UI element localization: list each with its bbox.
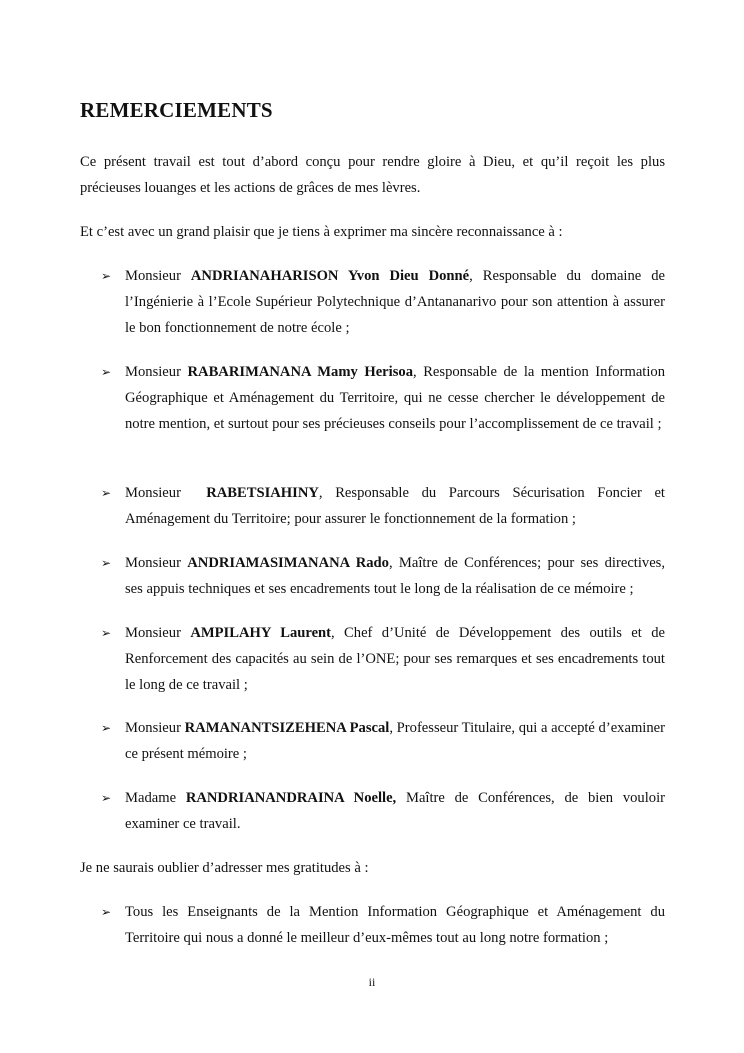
list-item: ➢ Monsieur ANDRIANAHARISON Yvon Dieu Donné, Responsable du domaine de l’Ingénierie à l’Ecole Supérieur Polytechnique d’Antananarivo pour son attention à assurer le bon fonctionnement de notre école ; (125, 263, 665, 341)
person-name: ANDRIAMASIMANANA Rado (187, 555, 389, 571)
person-name: RABETSIAHINY (206, 485, 319, 501)
list-item: ➢ Monsieur RABETSIAHINY, Responsable du Parcours Sécurisation Foncier et Aménagement du Territoire; pour assurer le fonctionnement de la formation ; (125, 480, 665, 532)
arrowhead-bullet-icon: ➢ (101, 626, 112, 640)
arrowhead-bullet-icon: ➢ (101, 486, 112, 500)
list-item: ➢ Monsieur ANDRIAMASIMANANA Rado, Maître de Conférences; pour ses directives, ses appuis techniques et ses encadrements tout le long de la réalisation de ce mémoire ; (125, 550, 665, 602)
person-name: RAMANANTSIZEHENA Pascal (184, 720, 390, 736)
arrowhead-bullet-icon: ➢ (101, 905, 112, 919)
list-item: ➢ Tous les Enseignants de la Mention Information Géographique et Aménagement du Territoire qui nous a donné le meilleur d’eux-mêmes tout au long notre formation ; (125, 899, 665, 951)
arrowhead-bullet-icon: ➢ (101, 791, 112, 805)
list-item: ➢ Monsieur RAMANANTSIZEHENA Pascal, Professeur Titulaire, qui a accepté d’examiner ce présent mémoire ; (125, 715, 665, 767)
arrowhead-bullet-icon: ➢ (101, 556, 112, 570)
arrowhead-bullet-icon: ➢ (101, 721, 112, 735)
intro-paragraph: Ce présent travail est tout d’abord conçu pour rendre gloire à Dieu, et qu’il reçoit les plus précieuses louanges et les actions de grâces de mes lèvres. (80, 154, 665, 196)
arrowhead-bullet-icon: ➢ (101, 365, 112, 379)
page-title: REMERCIEMENTS (80, 98, 273, 122)
list-item: ➢ Monsieur AMPILAHY Laurent, Chef d’Unité de Développement des outils et de Renforcement des capacités au sein de l’ONE; pour ses remarques et ses encadrements tout le long de ce travail ; (125, 620, 665, 698)
lead-paragraph: Et c’est avec un grand plaisir que je tiens à exprimer ma sincère reconnaissance à : (80, 224, 563, 240)
person-name: AMPILAHY Laurent (190, 625, 332, 641)
person-name: RABARIMANANA Mamy Herisoa (187, 364, 413, 380)
arrowhead-bullet-icon: ➢ (101, 269, 112, 283)
person-name: RANDRIANANDRAINA Noelle, (185, 790, 397, 806)
person-name: ANDRIANAHARISON Yvon Dieu Donné (190, 268, 470, 284)
list-item: ➢ Monsieur RABARIMANANA Mamy Herisoa, Responsable de la mention Information Géographique et Aménagement du Territoire, qui ne cesse chercher le développement de notre mention, et surtout pour ses précieuses conseils pour l’accomplissement de ce travail ; (125, 359, 665, 437)
list-item: ➢ Madame RANDRIANANDRAINA Noelle, Maître de Conférences, de bien vouloir examiner ce travail. (125, 785, 665, 837)
page-number: ii (368, 975, 376, 989)
lead-paragraph-2: Je ne saurais oublier d’adresser mes gratitudes à : (80, 860, 369, 876)
